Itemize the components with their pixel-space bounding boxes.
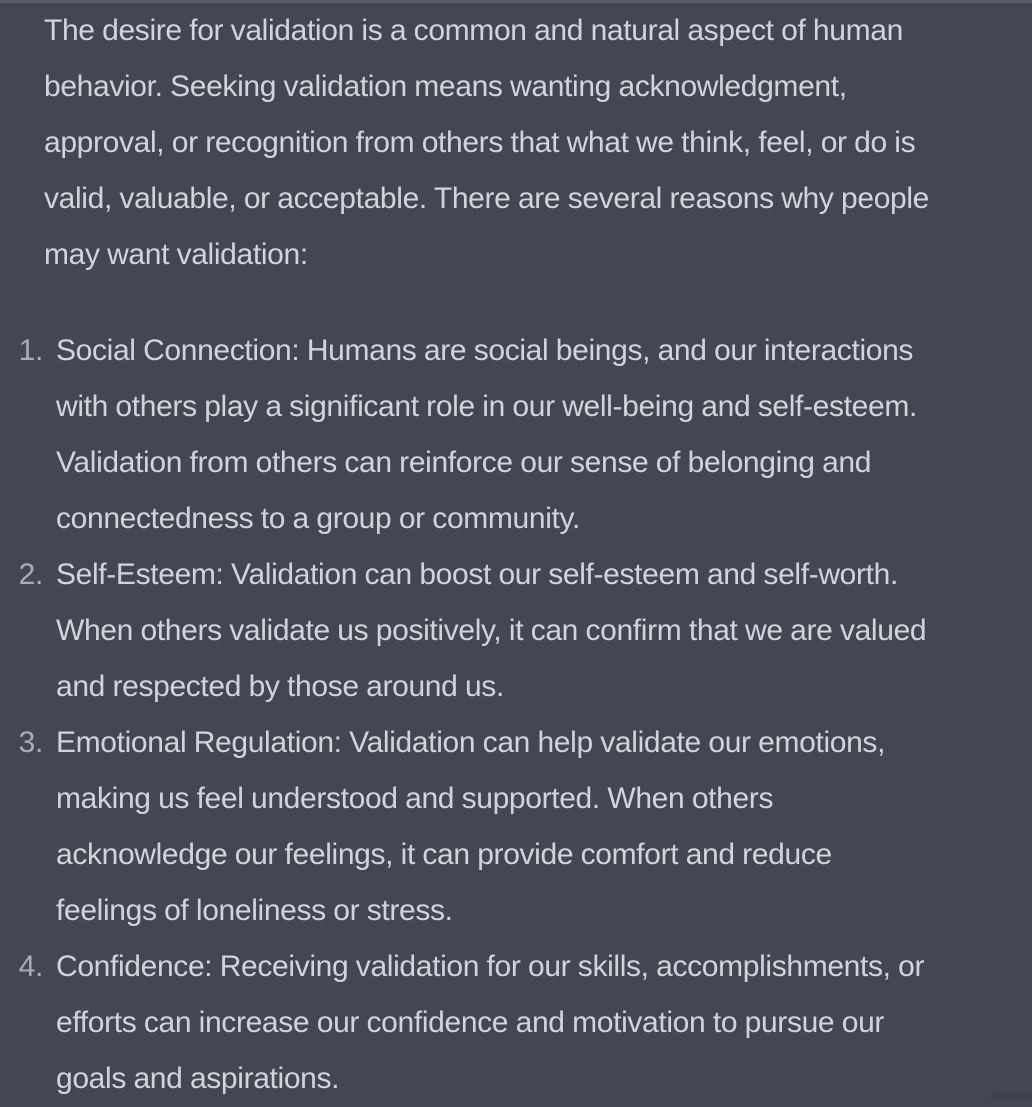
assistant-message — [0, 3, 1032, 1100]
intro-line: approval, or recognition from others that what we think, feel, or do is — [44, 126, 916, 159]
list-item-self-esteem — [0, 547, 1032, 715]
list-number: 1. — [18, 334, 43, 367]
list-item-line: Self-Esteem: Validation can boost our self-esteem and self-worth. — [56, 558, 898, 591]
list-item-text — [56, 715, 1016, 939]
intro-line: may want validation: — [44, 238, 308, 271]
list-item-text — [56, 547, 1016, 715]
reasons-list — [0, 323, 1032, 1107]
list-item-line: making us feel understood and supported. When others — [56, 782, 774, 815]
intro-line: valid, valuable, or acceptable. There are several reasons why people — [44, 182, 930, 215]
intro-line: behavior. Seeking validation means wanting acknowledgment, — [44, 70, 847, 103]
list-item-line: with others play a significant role in our well-being and self-esteem. — [56, 390, 917, 423]
intro-paragraph — [44, 3, 1019, 283]
list-number: 2. — [18, 558, 43, 591]
list-number: 4. — [18, 950, 43, 983]
list-item-confidence — [0, 939, 1032, 1107]
list-item-line: Social Connection: Humans are social beings, and our interactions — [56, 334, 914, 367]
list-number: 3. — [18, 726, 43, 759]
list-item-text — [56, 323, 1016, 547]
list-item-social-connection — [0, 323, 1032, 547]
list-item-text — [56, 939, 1016, 1107]
list-item-line: connectedness to a group or community. — [56, 502, 580, 535]
list-item-line: acknowledge our feelings, it can provide comfort and reduce — [56, 838, 832, 871]
intro-line: The desire for validation is a common and natural aspect of human — [44, 14, 903, 47]
list-item-line: goals and aspirations. — [56, 1062, 340, 1095]
list-item-line: and respected by those around us. — [56, 670, 504, 703]
list-item-emotional-regulation — [0, 715, 1032, 939]
list-item-line: When others validate us positively, it can confirm that we are valued — [56, 614, 927, 647]
corner-edge — [990, 1092, 1032, 1100]
list-item-line: Validation from others can reinforce our sense of belonging and — [56, 446, 872, 479]
list-item-line: Confidence: Receiving validation for our skills, accomplishments, or — [56, 950, 925, 983]
list-item-line: efforts can increase our confidence and motivation to pursue our — [56, 1006, 885, 1039]
list-item-line: Emotional Regulation: Validation can help validate our emotions, — [56, 726, 886, 759]
list-item-line: feelings of loneliness or stress. — [56, 894, 453, 927]
